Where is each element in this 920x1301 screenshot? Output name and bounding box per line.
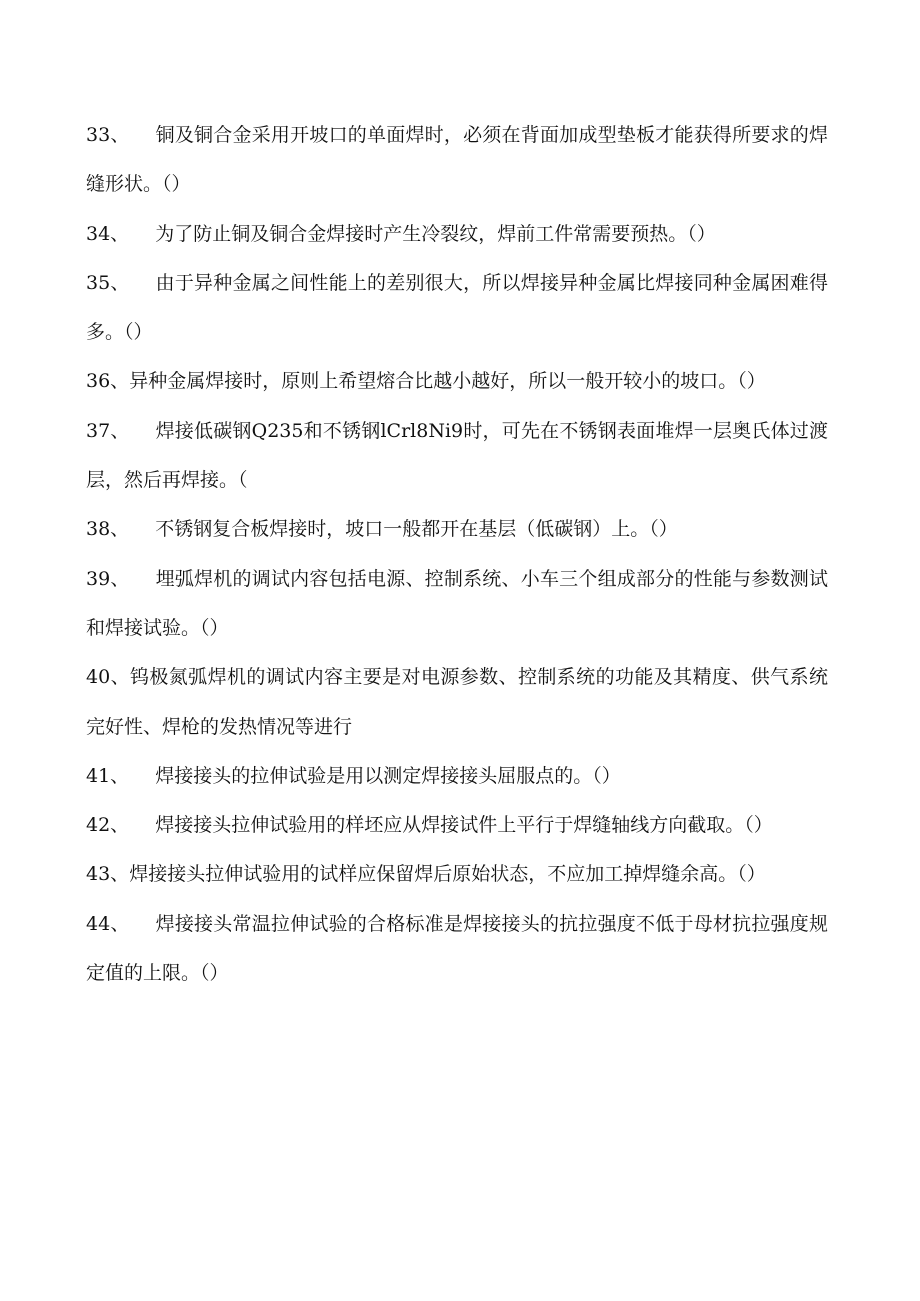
question-text: 为了防止铜及铜合金焊接时产生冷裂纹，焊前工件常需要预热。（） [155,222,716,245]
question-item [86,407,828,506]
question-text: 焊接低碳钢Q235和不锈钢lCrl8Ni9时，可先在不锈钢表面堆焊一层奥氏体过渡层，然后再焊接。（ [86,419,828,492]
question-item [86,505,828,554]
question-text: 焊接接头拉伸试验用的样坯应从焊接试件上平行于焊缝轴线方向截取。（） [155,814,773,837]
question-item [86,111,828,210]
question-number: 37、 [86,419,130,442]
question-item [86,357,828,406]
question-item [86,259,828,358]
question-number: 39、 [86,567,130,590]
question-item [86,210,828,259]
question-item [86,900,828,999]
question-text: 铜及铜合金采用开坡口的单面焊时，必须在背面加成型垫板才能获得所要求的焊缝形状。（） [86,124,828,196]
question-number: 35、 [86,271,130,294]
question-text: 异种金属焊接时，原则上希望熔合比越小越好，所以一般开较小的坡口。（） [129,370,766,393]
question-item [86,752,828,801]
question-number: 43、 [86,863,130,886]
question-text: 由于异种金属之间性能上的差别很大，所以焊接异种金属比焊接同种金属困难得多。（） [86,271,828,344]
question-text: 焊接接头常温拉伸试验的合格标准是焊接接头的抗拉强度不低于母材抗拉强度规定值的上限。（） [86,912,828,985]
question-item [86,653,828,752]
question-text: 焊接接头的拉伸试验是用以测定焊接接头屈服点的。（） [155,764,621,787]
question-number: 41、 [86,764,130,787]
question-number: 42、 [86,814,130,837]
question-text: 钨极氮弧焊机的调试内容主要是对电源参数、控制系统的功能及其精度、供气系统完好性、焊枪的发热情况等进行 [86,666,828,738]
question-number: 38、 [86,518,130,541]
question-text: 不锈钢复合板焊接时，坡口一般都开在基层（低碳钢）上。（） [155,518,678,541]
question-text: 埋弧焊机的调试内容包括电源、控制系统、小车三个组成部分的性能与参数测试和焊接试验。（） [86,567,828,639]
question-number: 44、 [86,912,130,935]
question-number: 34、 [86,222,130,245]
question-number: 33、 [86,124,130,146]
question-list [86,111,828,998]
question-item [86,801,828,850]
question-text: 焊接接头拉伸试验用的试样应保留焊后原始状态，不应加工掉焊缝余高。（） [129,863,766,886]
question-item [86,555,828,654]
question-item [86,850,828,899]
question-number: 36、 [86,370,130,393]
question-number: 40、 [86,666,130,689]
